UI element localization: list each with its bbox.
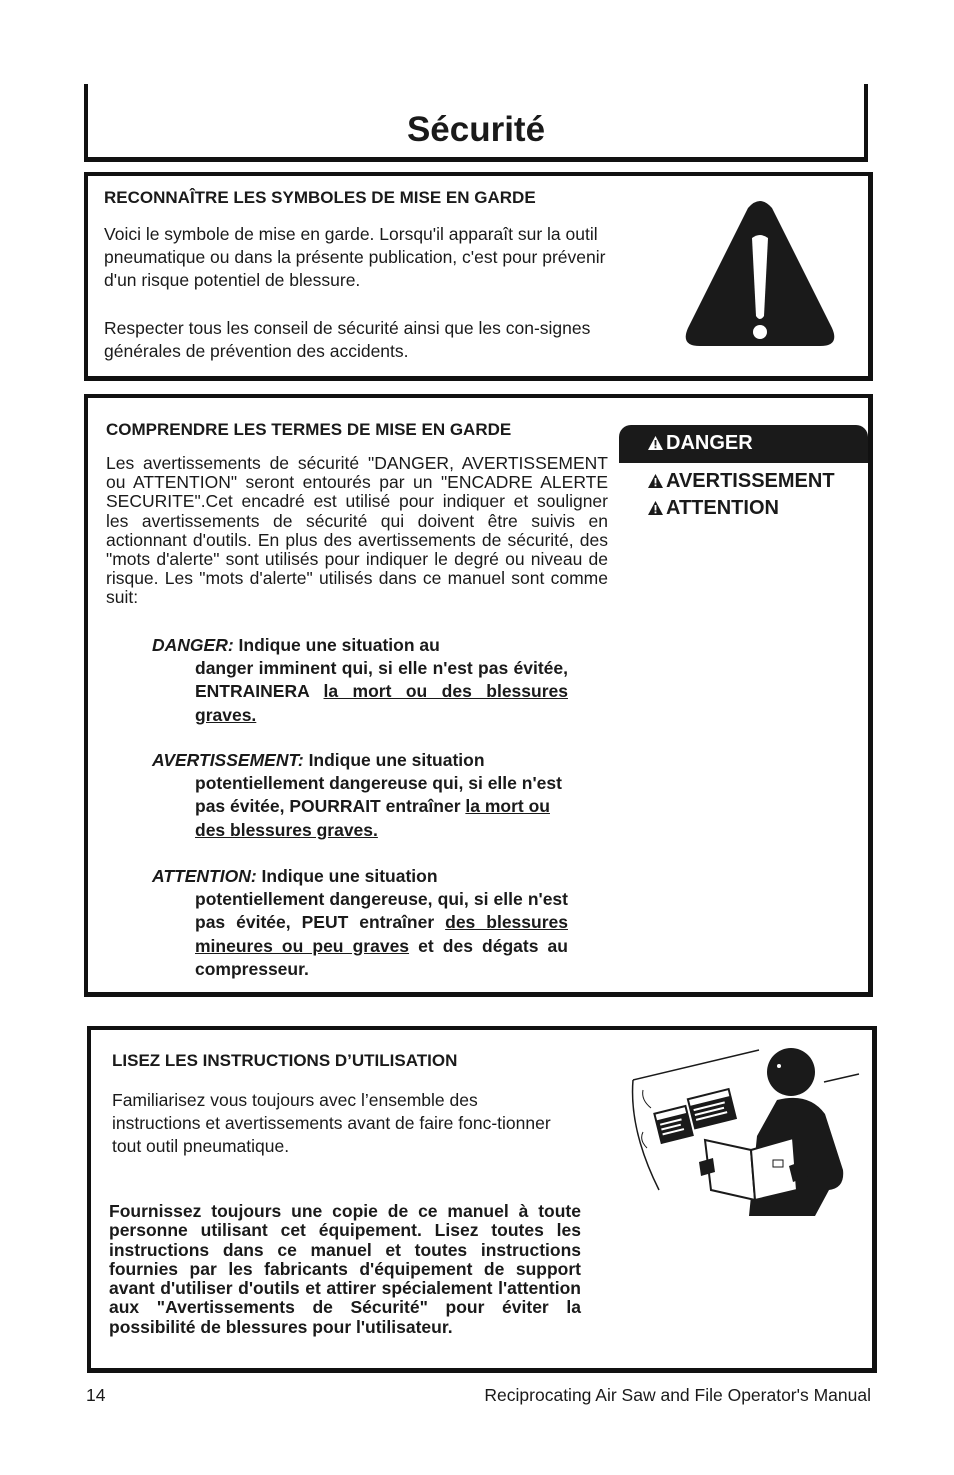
alert-triangle-icon [647, 435, 664, 451]
terms-paragraph: Les avertissements de sécurité "DANGER, AVERTISSEMENT ou ATTENTION" seront entourés par un "ENCADRE ALERTE SECURITE".Cet encadré est utilisé pour indiquer et souligner les avertissements de sécurité qui doivent être suivis en actionnant d'outils. En plus des avertissements de sécurité, des "mots d'alerte" sont utilisés pour indiquer le degré ou niveau de risque. Les "mots d'alerte" utilisés dans ce manuel sont comme suit: [106, 453, 608, 608]
instructions-section [87, 1026, 877, 1373]
avertissement-rest-text: potentiellement dangereuse qui, si elle n'est pas évitée, POURRAIT entraîner [195, 773, 562, 817]
avertissement-signal [647, 470, 835, 493]
warning-triangle-icon [682, 198, 838, 350]
instructions-heading: LISEZ LES INSTRUCTIONS D’UTILISATION [112, 1051, 458, 1070]
avertissement-first-line: Indique une situation [308, 750, 485, 770]
alert-triangle-icon [647, 473, 664, 489]
terms-heading: COMPRENDRE LES TERMES DE MISE EN GARDE [106, 420, 512, 439]
person-reading-manual-illustration [629, 1040, 861, 1216]
avertissement-consequence: la mort ou des blessures graves. [195, 796, 550, 840]
terms-section [84, 394, 873, 997]
page-number: 14 [86, 1385, 106, 1405]
instructions-paragraph-2: Fournissez toujours une copie de ce manuel à toute personne utilisant cet équipement. Lisez toutes les instructions dans ce manuel et toutes instructions fournies par les fabricants d'équipement de support avant d'utiliser d'outils et attirer spécialement l'attention aux "Avertissements de Sécurité" pour éviter la possibilité de blessures pour l'utilisateur. [109, 1201, 581, 1337]
danger-definition-rest [152, 657, 568, 727]
avertissement-definition [152, 749, 568, 842]
avertissement-label: AVERTISSEMENT [666, 470, 835, 492]
danger-banner [619, 425, 868, 463]
attention-signal [647, 497, 779, 520]
attention-term: ATTENTION: [152, 866, 257, 886]
instructions-paragraph-1: Familiarisez vous toujours avec l’ensemble des instructions et avertissements avant de faire fonc-tionner tout outil pneumatique. [112, 1090, 551, 1156]
page-title: Sécurité [406, 110, 546, 149]
avertissement-definition-rest [152, 772, 568, 842]
danger-term: DANGER: [152, 635, 234, 655]
attention-rest-text: potentiellement dangereuse, qui, si elle n'est pas évitée, PEUT entraîner [195, 889, 568, 933]
symbols-section [84, 172, 873, 381]
attention-definition-rest [152, 888, 568, 981]
attention-definition [152, 865, 568, 981]
danger-definition [152, 634, 568, 727]
danger-first-line: Indique une situation au [238, 635, 440, 655]
attention-tail: et des dégats au compresseur. [195, 935, 568, 979]
danger-label: DANGER [666, 432, 753, 454]
manual-title: Reciprocating Air Saw and File Operator's Manual [484, 1385, 871, 1405]
alert-triangle-icon [647, 500, 664, 516]
attention-label: ATTENTION [666, 497, 779, 519]
symbols-heading: RECONNAÎTRE LES SYMBOLES DE MISE EN GARDE [104, 188, 536, 207]
symbols-paragraph-1: Voici le symbole de mise en garde. Lorsqu'il apparaît sur la outil pneumatique ou dans la présente publication, c'est pour prévenir d'un risque potentiel de blessure. [104, 224, 606, 290]
title-frame [84, 84, 868, 162]
attention-consequence: des blessures mineures ou peu graves [195, 912, 568, 956]
danger-rest-text: danger imminent qui, si elle n'est pas évitée, ENTRAINERA [195, 658, 568, 702]
danger-consequence: la mort ou des blessures graves. [195, 681, 568, 725]
attention-first-line: Indique une situation [261, 866, 438, 886]
symbols-paragraph-2: Respecter tous les conseil de sécurité ainsi que les con-signes générales de prévention des accidents. [104, 318, 591, 361]
avertissement-term: AVERTISSEMENT: [152, 750, 304, 770]
